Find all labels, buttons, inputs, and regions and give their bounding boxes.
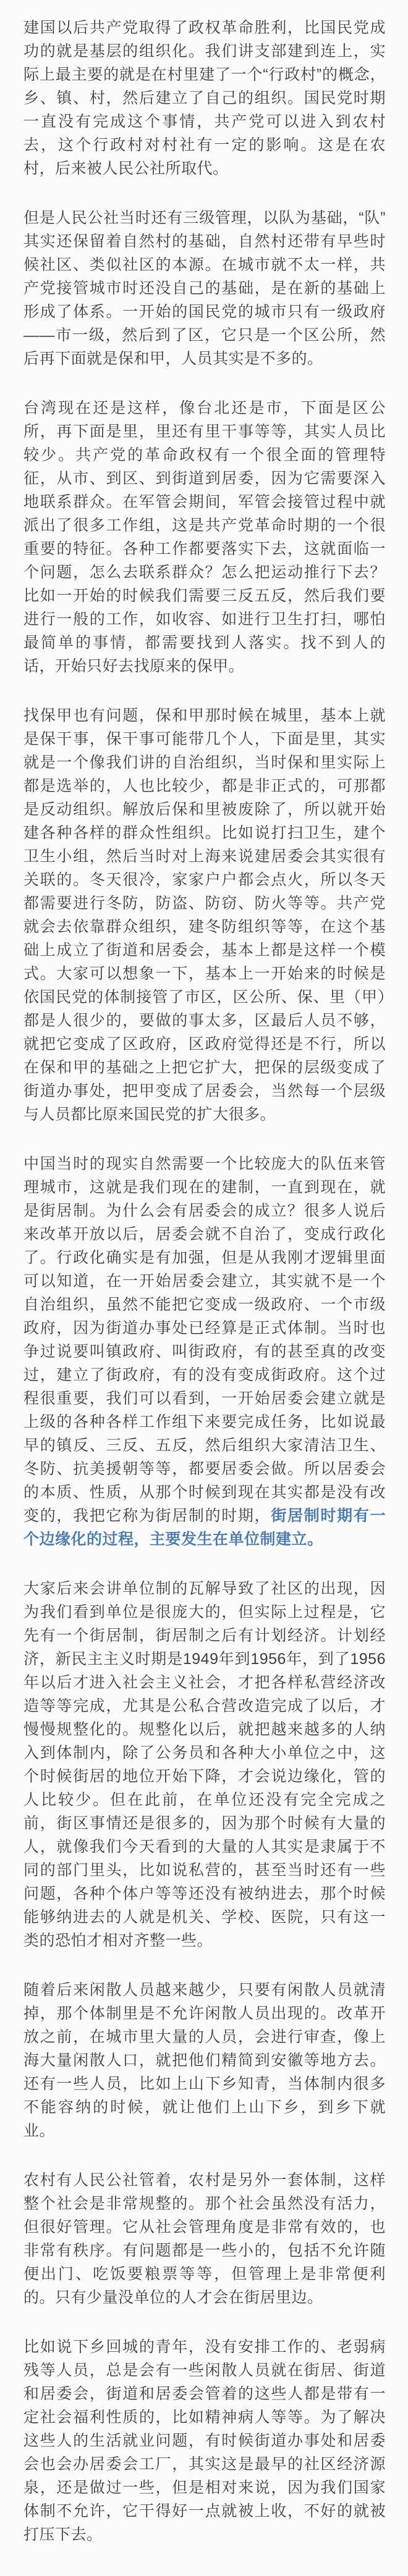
- paragraph: [23, 704, 386, 1126]
- text-run: 台湾现在还是这样，像台北还是市，下面是区公所，再下面是里，里还有里干事等等，其实人员比较少。共产党的革命政权有一个很全面的管理特征，从市、到区、到街道到居委，因为它需要深入地联系群众。在军管会期间，军管会接管过程中就派出了很多工作组，这是共产党革命时期的一个很重要的特征。各种工作都要落实下去，这就面临一个问题，怎么去联系群众？怎么把运动推行下去？比如一开始的时候我们需要三反五反，然后我们要进行一般的工作，如收容、如进行卫生打扫，哪怕最简单的事情，都需要找到人落实。找不到人的话，开始只好去找原来的保甲。: [23, 399, 386, 675]
- paragraph: [23, 206, 386, 370]
- paragraph: [23, 396, 386, 678]
- paragraph: [23, 1978, 386, 2143]
- paragraph: [23, 2168, 386, 2309]
- article-body: [23, 16, 386, 2546]
- text-run: 农村有人民公社管着，农村是另外一套体制，这样整个社会是非常规整的。那个社会虽然没有活力，但很好管理。它从社会管理角度是非常有效的，也非常有秩序。有问题都是一些小的，包括不允许随便出门、吃饭要粮票等等，但管理上是非常便利的。只有少量没单位的人才会在街居里边。: [23, 2172, 386, 2306]
- paragraph: [23, 1577, 386, 1952]
- text-run: 找保甲也有问题，保和甲那时候在城里，基本上就是保干事，保干事可能带几个人，下面是里，其实就是一个像我们讲的自治组织，当时保和里实际上都是选举的，人也比较少，都是非正式的，可那都是反动组织。解放后保和里被废除了，所以就开始建各种各样的群众性组织。比如说打扫卫生，建个卫生小组，然后当时对上海来说建居委会其实很有关联的。冬天很冷，家家户户都会点火，所以冬天都需要进行冬防，防盗、防窃、防火等等。共产党就会去依靠群众组织，建冬防组织等等，在这个基础上成立了街道和居委会，基本上都是这样一个模式。大家可以想象一下，基本上一开始来的时候是依国民党的体制接管了市区，区公所、保、里（甲）都是人很少的，要做的事太多，区最后人员不够，就把它变成了区政府，区政府觉得还是不行，所以在保和甲的基础之上把它扩大，把保的层级变成了街道办事处，把甲变成了居委会，当然每一个层级与人员都比原来国民党的扩大很多。: [23, 707, 386, 1123]
- text-run: 随着后来闲散人员越来越少，只要有闲散人员就清掉，那个体制里是不允许闲散人员出现的。改革开放之前，在城市里大量的人员，会进行审查，像上海大量闲散人口，就把他们精简到安徽等地方去。还有一些人员，比如上山下乡知青，当体制内很多不能容纳的时候，就让他们上山下乡，到乡下就业。: [23, 1981, 386, 2139]
- text-run: 大家后来会讲单位制的瓦解导致了社区的出现，因为我们看到单位是很庞大的，但实际上过程是，它先有一个街居制，街居制之后有计划经济。计划经济，新民主主义时期是1949年到1956年，到了1956年以后才进入社会主义社会，才把各样私营经济改造等等完成，尤其是公私合营改造完成了以后，才慢慢规整化的。规整化以后，就把越来越多的人纳入到体制内，除了公务员和各种大小单位之中，这个时候街居的地位开始下降，才会说边缘化，管的人比较少。但在此前，在单位还没有完全完成之前，街区事情还是很多的，因为那个时候有大量的人，就像我们今天看到的大量的人其实是隶属于不同的部门里头，比如说私营的，甚至当时还有一些问题，各种个体户等等还没有被纳进去，那个时候能够纳进去的人就是机关、学校、医院，只有这一类的恐怕才相对齐整一些。: [23, 1580, 386, 1949]
- text-run: 比如说下乡回城的青年，没有安排工作的、老弱病残等人员，总是会有一些闲散人员就在街居、街道和居委会，街道和居委会管着的这些人都是带有一定社会福利性质的，比如精神病人等等。为了解决这些人的生活就业问题，有时候街道办事处和居委会也会办居委会工厂，其实这是最早的社区经济源泉，还是做过一些，但是相对来说，因为我们国家体制不允许，它干得好一点就被上收，不好的就被打压下去。: [23, 2338, 386, 2543]
- paragraph: [23, 1152, 386, 1551]
- text-run: 建国以后共产党取得了政权革命胜利，比国民党成功的就是基层的组织化。我们讲支部建到连上，实际上最主要的就是在村里建了一个“行政村”的概念，乡、镇、村，然后建立了自己的组织。国民党时期一直没有完成这个事情，共产党可以进入到农村去，这个行政村对村社有一定的影响。这是在农村，后来被人民公社所取代。: [23, 19, 386, 177]
- highlighted-text: 街居制时期有一个边缘化的过程，主要发生在单位制建立。: [23, 1507, 386, 1548]
- paragraph: [23, 16, 386, 180]
- text-run: 中国当时的现实自然需要一个比较庞大的队伍来管理城市，这就是我们现在的建制，一直到现在，就是街居制。为什么会有居委会的成立？很多人说后来改革开放以后，居委会就不自治了，变成行政化了。行政化确实是有加强，但是从我刚才逻辑里面可以知道，在一开始居委会建立，其实就不是一个自治组织，虽然不能把它变成一级政府、一个市级政府，因为街道办事处已经算是正式体制。当时也争过说要叫镇政府、叫街政府，有的甚至真的改变过，建立了街政府，有的没有变成街政府。这个过程很重要，我们可以看到，一开始居委会建立就是上级的各种各样工作组下来要完成任务，比如说最早的镇反、三反、五反，然后组织大家清洁卫生、冬防、抗美援朝等等，都要居委会做。所以居委会的本质、性质，从那个时候到现在其实都是没有改变的，我把它称为街居制的时期，: [23, 1155, 386, 1524]
- text-run: 但是人民公社当时还有三级管理，以队为基础，“队”其实还保留着自然村的基础，自然村还带有早些时候社区、类似社区的本源。在城市就不太一样，共产党接管城市时还没自己的基础，是在新的基础上形成了体系。一开始的国民党的城市只有一级政府——市一级，然后到了区，它只是一个区公所，然后再下面就是保和甲，人员其实是不多的。: [23, 209, 386, 367]
- paragraph: [23, 2335, 386, 2546]
